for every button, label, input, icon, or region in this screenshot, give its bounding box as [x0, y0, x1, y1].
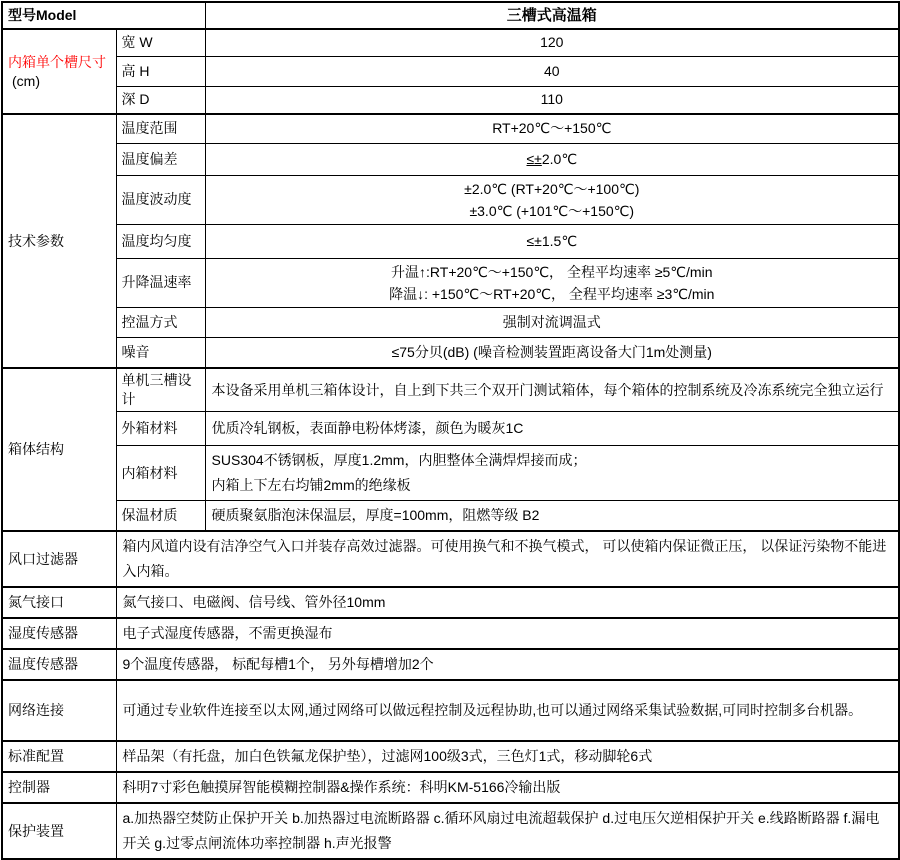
inner-size-group-label	[2, 29, 116, 114]
inner-size-title: 内箱单个槽尺寸	[8, 53, 106, 70]
triple-slot-design-label: 单机三槽设计	[116, 368, 205, 412]
model-label: 型号Model	[2, 2, 205, 29]
control-mode-label: 控温方式	[116, 307, 205, 337]
temp-range-value: RT+20℃～+150℃	[205, 114, 899, 143]
temp-fluctuation-value	[205, 175, 899, 224]
temp-sensor-label: 温度传感器	[2, 649, 116, 680]
temp-range-row	[2, 114, 899, 143]
width-row	[2, 29, 899, 56]
temp-deviation-underlined: ≤±	[526, 150, 542, 167]
ramp-rate-row	[2, 258, 899, 307]
standard-config-label: 标准配置	[2, 741, 116, 772]
model-value: 三槽式高温箱	[205, 2, 899, 29]
inner-size-unit: (cm)	[12, 72, 40, 89]
height-row	[2, 56, 899, 86]
width-value: 120	[205, 29, 899, 56]
humidity-sensor-row	[2, 618, 899, 649]
network-value: 可通过专业软件连接至以太网,通过网络可以做远程控制及远程协助,也可以通过网络采集试验数据,可同时控制多台机器。	[116, 680, 899, 741]
inner-material-value	[205, 446, 899, 501]
control-mode-row	[2, 307, 899, 337]
ramp-rate-line1: 升温↑:RT+20℃～+150℃， 全程平均速率 ≥5℃/min	[391, 263, 713, 280]
network-row	[2, 680, 899, 741]
nitrogen-port-row	[2, 587, 899, 618]
standard-config-value: 样品架（有托盘，加白色铁氟龙保护垫），过滤网100级3式，三色灯1式，移动脚轮6式	[116, 741, 899, 772]
air-filter-value: 箱内风道内设有洁净空气入口并装存高效过滤器。可使用换气和不换气模式， 可以使箱内保证微正压， 以保证污染物不能进入内箱。	[116, 531, 899, 587]
inner-material-row	[2, 446, 899, 501]
noise-value: ≤75分贝(dB) (噪音检测装置距离设备大门1m处测量)	[205, 337, 899, 368]
noise-label: 噪音	[116, 337, 205, 368]
temp-fluctuation-line2: ±3.0℃ (+101℃～+150℃)	[469, 202, 635, 219]
outer-material-label: 外箱材料	[116, 412, 205, 446]
standard-config-row	[2, 741, 899, 772]
temp-deviation-label: 温度偏差	[116, 143, 205, 175]
protection-value: a.加热器空焚防止保护开关 b.加热器过电流断路器 c.循环风扇过电流超载保护 d.过电压欠逆相保护开关 e.线路断路器 f.漏电开关 g.过零点闸流体功率控制器 h.声光报警	[116, 803, 899, 859]
spec-table	[1, 1, 900, 860]
temp-fluctuation-line1: ±2.0℃ (RT+20℃～+100℃)	[464, 180, 640, 197]
ramp-rate-value	[205, 258, 899, 307]
triple-slot-design-row	[2, 368, 899, 412]
depth-value: 110	[205, 86, 899, 114]
outer-material-value: 优质冷轧钢板，表面静电粉体烤漆，颜色为暖灰1C	[205, 412, 899, 446]
air-filter-row	[2, 531, 899, 587]
inner-material-line1: SUS304不锈钢板，厚度1.2mm，内胆整体全满焊焊接而成；	[211, 452, 587, 468]
outer-material-row	[2, 412, 899, 446]
ramp-rate-line2: 降温↓: +150℃～RT+20℃， 全程平均速率 ≥3℃/min	[389, 285, 715, 302]
protection-row	[2, 803, 899, 859]
temp-uniformity-value: ≤±1.5℃	[205, 224, 899, 258]
depth-label: 深 D	[116, 86, 205, 114]
humidity-sensor-label: 湿度传感器	[2, 618, 116, 649]
temp-sensor-value: 9个温度传感器， 标配每槽1个， 另外每槽增加2个	[116, 649, 899, 680]
temp-uniformity-label: 温度均匀度	[116, 224, 205, 258]
height-label: 高 H	[116, 56, 205, 86]
inner-material-line2: 内箱上下左右均铺2mm的绝缘板	[211, 477, 411, 493]
control-mode-value: 强制对流调温式	[205, 307, 899, 337]
temp-deviation-value	[205, 143, 899, 175]
tech-params-group-label: 技术参数	[2, 114, 116, 368]
temp-fluctuation-label: 温度波动度	[116, 175, 205, 224]
humidity-sensor-value: 电子式湿度传感器，不需更换湿布	[116, 618, 899, 649]
depth-row	[2, 86, 899, 114]
insulation-label: 保温材质	[116, 501, 205, 532]
ramp-rate-label: 升降温速率	[116, 258, 205, 307]
insulation-value: 硬质聚氨脂泡沫保温层，厚度=100mm，阻燃等级 B2	[205, 501, 899, 532]
nitrogen-port-value: 氮气接口、电磁阀、信号线、管外径10mm	[116, 587, 899, 618]
model-row	[2, 2, 899, 29]
temp-sensor-row	[2, 649, 899, 680]
network-label: 网络连接	[2, 680, 116, 741]
height-value: 40	[205, 56, 899, 86]
temp-fluctuation-row	[2, 175, 899, 224]
insulation-row	[2, 501, 899, 532]
controller-label: 控制器	[2, 772, 116, 803]
nitrogen-port-label: 氮气接口	[2, 587, 116, 618]
cabinet-group-label: 箱体结构	[2, 368, 116, 531]
inner-material-label: 内箱材料	[116, 446, 205, 501]
controller-value: 科明7寸彩色触摸屏智能模糊控制器&操作系统：科明KM-5166冷输出版	[116, 772, 899, 803]
temp-deviation-rest: 2.0℃	[541, 150, 578, 167]
temp-range-label: 温度范围	[116, 114, 205, 143]
temp-uniformity-row	[2, 224, 899, 258]
noise-row	[2, 337, 899, 368]
air-filter-label: 风口过滤器	[2, 531, 116, 587]
width-label: 宽 W	[116, 29, 205, 56]
triple-slot-design-value: 本设备采用单机三箱体设计，自上到下共三个双开门测试箱体，每个箱体的控制系统及冷冻系统完全独立运行	[205, 368, 899, 412]
controller-row	[2, 772, 899, 803]
protection-label: 保护装置	[2, 803, 116, 859]
temp-deviation-row	[2, 143, 899, 175]
